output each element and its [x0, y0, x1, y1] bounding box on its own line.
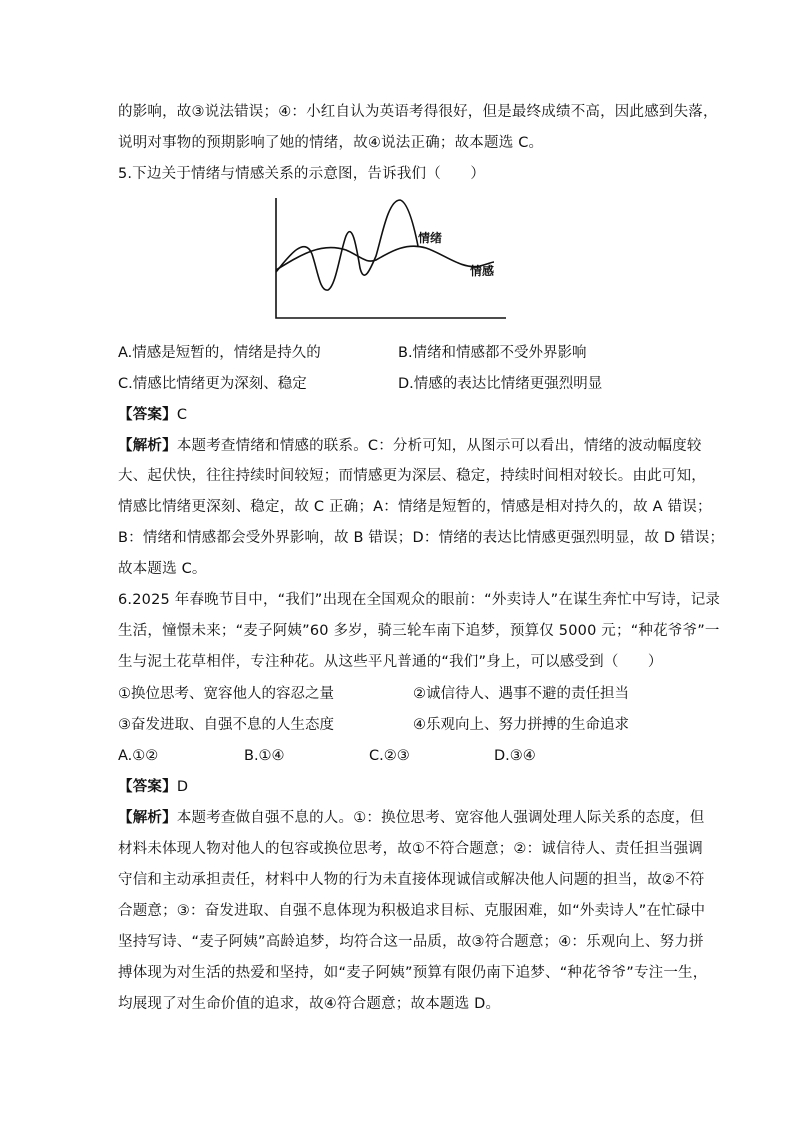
q6-analysis-line-7: 均展现了对生命价值的追求，故④符合题意；故本题选 D。: [118, 996, 501, 1012]
q6-analysis-text-1: 本题考查做自强不息的人。①：换位思考、宽容他人强调处理人际关系的态度，但: [176, 810, 705, 826]
q5-stem: 5.下边关于情绪与情感关系的示意图，告诉我们（ ）: [118, 166, 486, 182]
q5-answer: [118, 405, 187, 425]
q5-analysis-label: 【解析】: [118, 438, 177, 454]
q6-answer-label: 【答案】: [118, 779, 177, 795]
q6-analysis-line-6: 搏体现为对生活的热爱和坚持，如“麦子阿姨”预算有限仍南下追梦、“种花爷爷”专注一生，: [118, 965, 708, 981]
q4-analysis-line-2: 说明对事物的预期影响了她的情绪，故④说法正确；故本题选 C。: [118, 135, 544, 151]
q6-statement-4: ④乐观向上、努力拼搏的生命追求: [413, 717, 629, 733]
q4-analysis-line-1: 的影响，故③说法错误；④：小红自认为英语考得很好，但是最终成绩不高，因此感到失落，: [118, 104, 718, 120]
q6-statement-3: ③奋发进取、自强不息的人生态度: [118, 717, 334, 733]
q5-option-d: D.情感的表达比情绪更强烈明显: [398, 376, 603, 392]
q6-analysis-line-5: 坚持写诗、“麦子阿姨”高龄追梦，均符合这一品质，故③符合题意；④：乐观向上、努力拼: [118, 934, 704, 950]
q6-statement-2: ②诚信待人、遇事不避的责任担当: [413, 686, 629, 702]
q6-option-a: A.①②: [118, 748, 159, 764]
q6-stem-line-2: 生活，憧憬未来；“麦子阿姨”60 多岁，骑三轮车南下追梦，预算仅 5000 元；“种花爷爷”一: [118, 623, 720, 639]
q6-statement-1: ①换位思考、宽容他人的容忍之量: [118, 686, 334, 702]
q6-analysis-line-1: [118, 808, 705, 828]
q6-answer: [118, 777, 188, 797]
q6-option-b: B.①④: [244, 748, 285, 764]
q5-answer-label: 【答案】: [118, 407, 177, 423]
q6-analysis-line-4: 合题意；③：奋发进取、自强不息体现为积极追求目标、克服困难，如“外卖诗人”在忙碌中: [118, 903, 706, 919]
legend-label-emotion: 情绪: [418, 231, 443, 245]
q5-analysis-line-4: B：情绪和情感都会受外界影响，故 B 错误；D：情绪的表达比情感更强烈明显，故 D 错误；: [118, 530, 725, 546]
chart-axes: [276, 198, 506, 318]
series-line-emotion: [276, 200, 418, 290]
q5-analysis-line-5: 故本题选 C。: [118, 561, 207, 577]
q6-analysis-line-2: 材料未体现人物对他人的包容或换位思考，故①不符合题意；②：诚信待人、责任担当强调: [118, 841, 703, 857]
q5-option-c: C.情感比情绪更为深刻、稳定: [118, 376, 307, 392]
q6-option-c: C.②③: [369, 748, 410, 764]
q6-stem-line-3: 生与泥土花草相伴，专注种花。从这些平凡普通的“我们”身上，可以感受到（ ）: [118, 654, 663, 670]
q6-option-d: D.③④: [494, 748, 536, 764]
q5-answer-value: C: [176, 407, 188, 423]
q6-analysis-line-3: 守信和主动承担责任，材料中人物的行为未直接体现诚信或解决他人问题的担当，故②不符: [118, 872, 705, 888]
legend-label-feeling: 情感: [470, 264, 495, 278]
q5-option-b: B.情绪和情感都不受外界影响: [398, 345, 587, 361]
q5-option-a: A.情感是短暂的，情绪是持久的: [118, 345, 321, 361]
q5-analysis-line-3: 情感比情绪更深刻、稳定，故 C 正确；A：情绪是短暂的，情感是相对持久的，故 A 错误；: [118, 499, 712, 515]
q5-analysis-line-2: 大、起伏快，往往持续时间较短；而情感更为深层、稳定，持续时间相对较长。由此可知，: [118, 468, 706, 484]
q6-analysis-label: 【解析】: [118, 810, 177, 826]
q5-analysis-text-1: 本题考查情绪和情感的联系。C：分析可知，从图示可以看出，情绪的波动幅度较: [176, 438, 702, 454]
emotion-feeling-chart: [262, 196, 512, 324]
q5-analysis-line-1: [118, 436, 702, 456]
q6-stem-line-1: 6.2025 年春晚节目中，“我们”出现在全国观众的眼前：“外卖诗人”在谋生奔忙中写诗，记录: [118, 592, 721, 608]
q6-answer-value: D: [176, 779, 189, 795]
